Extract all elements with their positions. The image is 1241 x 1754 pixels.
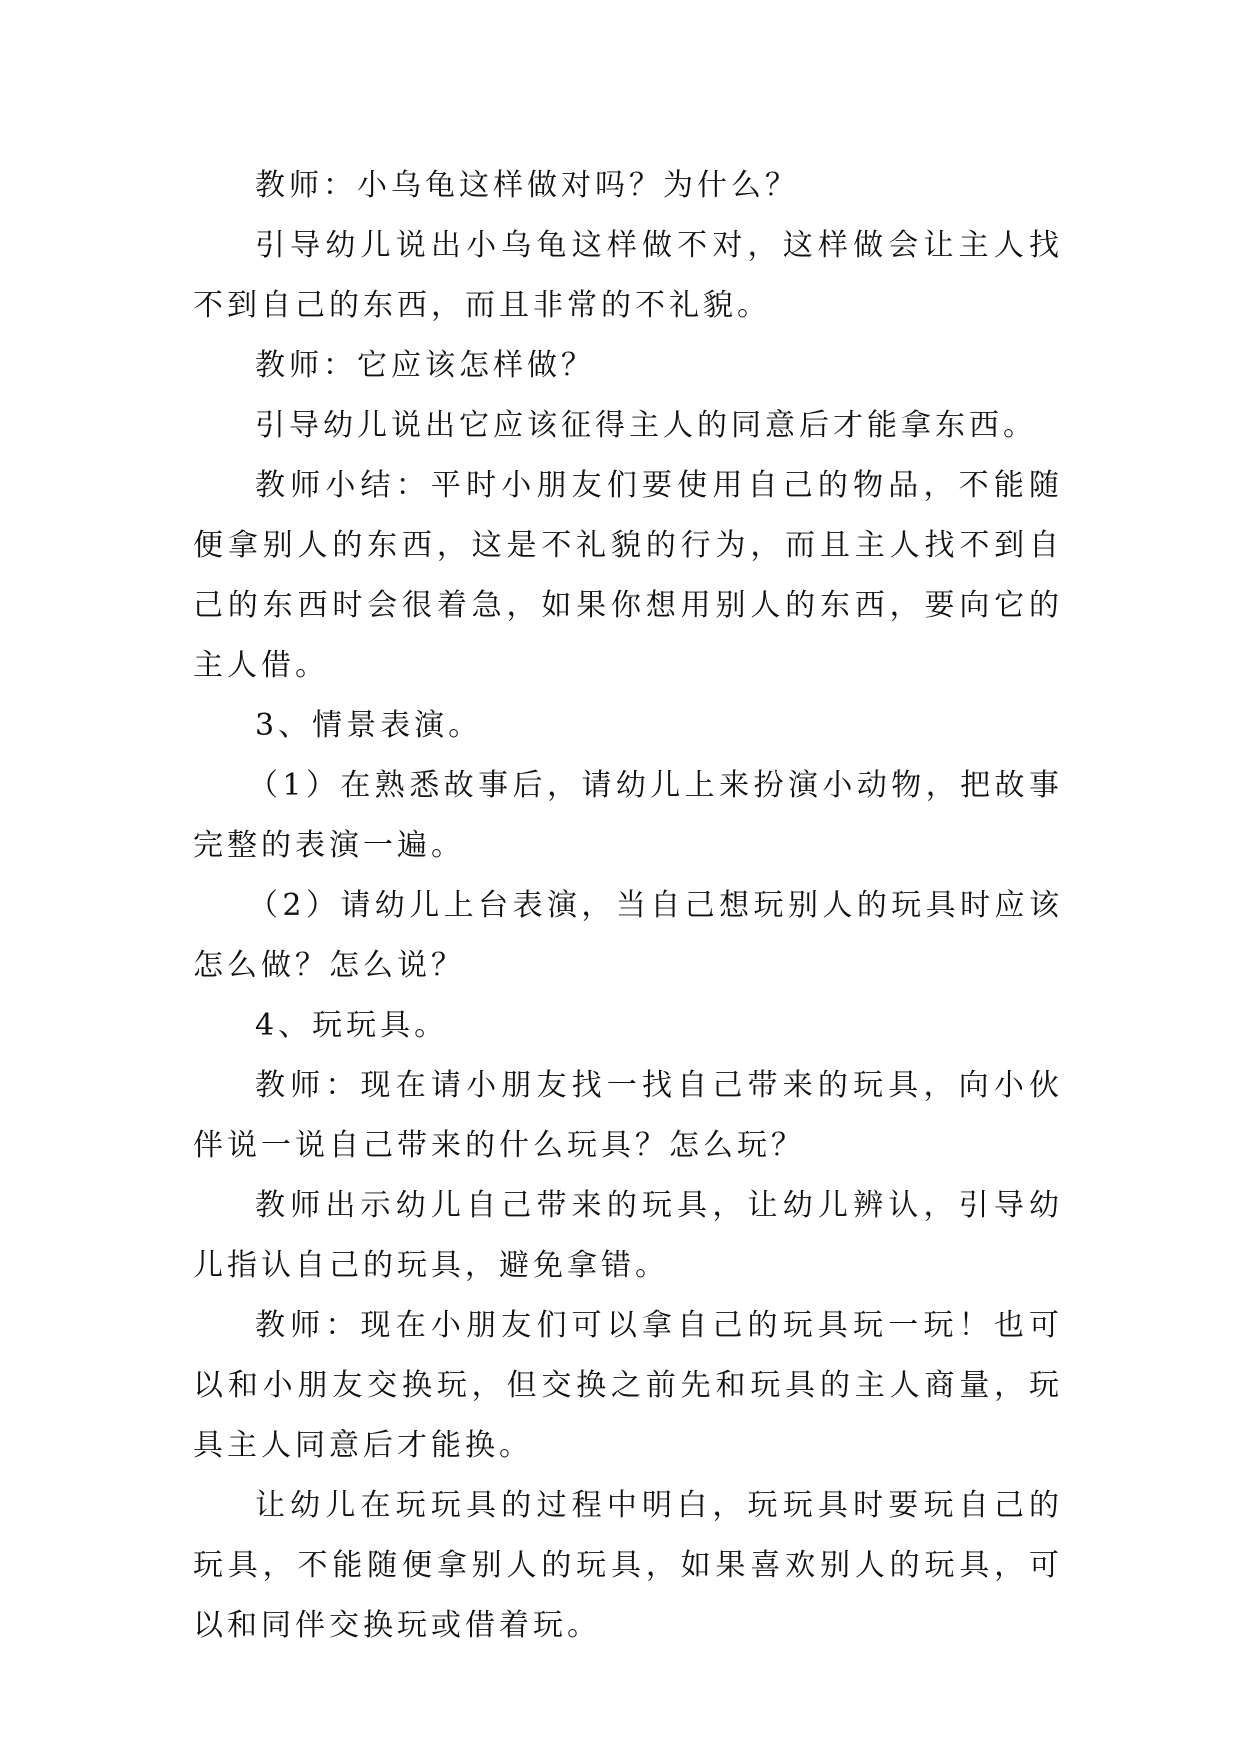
numbered-paragraph: （2）请幼儿上台表演，当自己想玩别人的玩具时应该怎么做？怎么说？ [193,888,1063,983]
paragraph: 教师：现在请小朋友找一找自己带来的玩具，向小伙伴说一说自己带来的什么玩具？怎么玩？ [193,1068,1063,1163]
paragraph: 教师：小乌龟这样做对吗？为什么？ [255,168,799,203]
paragraph: 教师：它应该怎样做？ [255,348,595,383]
section-heading: 4、玩玩具。 [255,1008,449,1043]
numbered-paragraph: （1）在熟悉故事后，请幼儿上来扮演小动物，把故事完整的表演一遍。 [193,768,1063,863]
paragraph: 引导幼儿说出它应该征得主人的同意后才能拿东西。 [255,408,1037,443]
paragraph: 教师：现在小朋友们可以拿自己的玩具玩一玩！也可以和小朋友交换玩，但交换之前先和玩具的主人商量，玩具主人同意后才能换。 [193,1308,1063,1463]
paragraph: 教师出示幼儿自己带来的玩具，让幼儿辨认，引导幼儿指认自己的玩具，避免拿错。 [193,1188,1063,1283]
paragraph: 教师小结：平时小朋友们要使用自己的物品，不能随便拿别人的东西，这是不礼貌的行为，而且主人找不到自己的东西时会很着急，如果你想用别人的东西，要向它的主人借。 [193,468,1063,683]
paragraph: 让幼儿在玩玩具的过程中明白，玩玩具时要玩自己的玩具，不能随便拿别人的玩具，如果喜欢别人的玩具，可以和同伴交换玩或借着玩。 [193,1488,1063,1643]
section-heading: 3、情景表演。 [255,708,483,743]
document-body [193,156,1063,1656]
paragraph: 引导幼儿说出小乌龟这样做不对，这样做会让主人找不到自己的东西，而且非常的不礼貌。 [193,228,1063,323]
